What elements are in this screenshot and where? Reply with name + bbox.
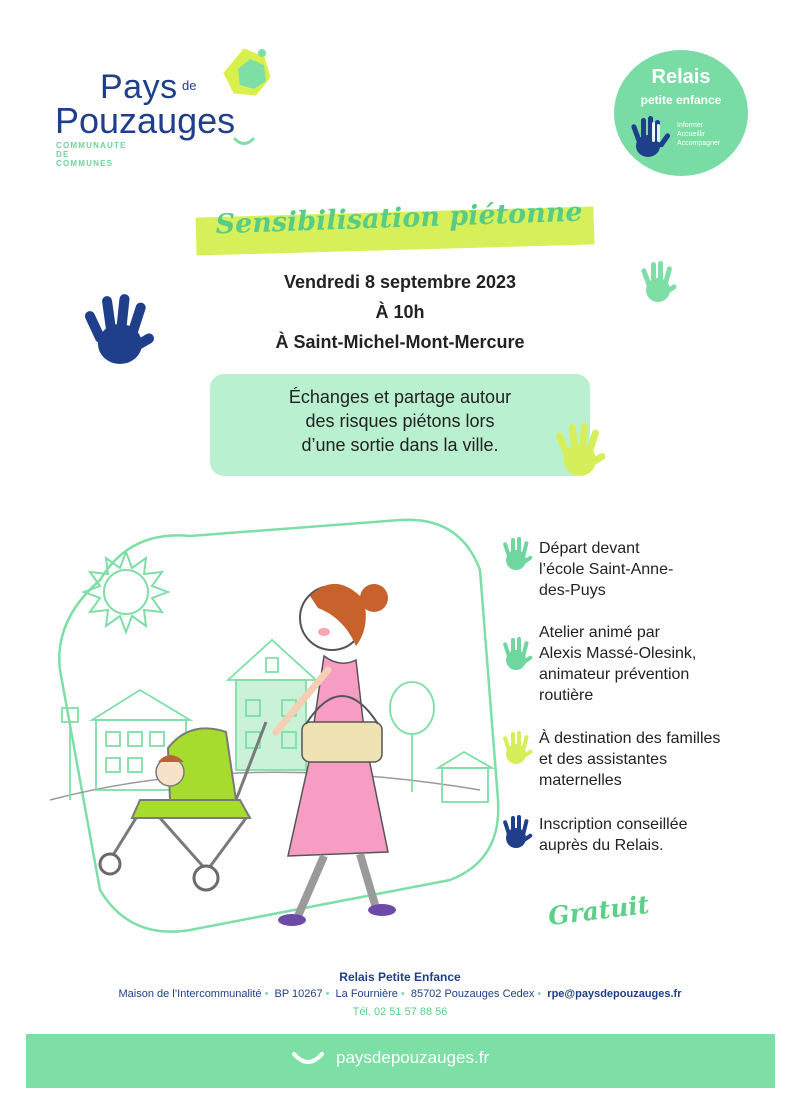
footer-title: Relais Petite Enfance bbox=[339, 970, 461, 984]
detail-2-line-2: Alexis Massé-Olesink, bbox=[539, 645, 697, 662]
logo-subtitle: COMMUNAUTE DE COMMUNES bbox=[56, 141, 127, 168]
event-title: Sensibilisation piétonne bbox=[215, 196, 583, 241]
footer-address-1: Maison de l’Intercommunalité bbox=[118, 988, 262, 1000]
logo-pouzauges-text: Pouzauges bbox=[55, 100, 236, 141]
detail-3-line-1: À destination des familles bbox=[539, 730, 721, 747]
green-hand-icon bbox=[636, 260, 682, 306]
detail-2-hand-icon bbox=[500, 636, 534, 672]
badge-tagline bbox=[677, 121, 720, 148]
logo-hexagon-icon bbox=[214, 45, 276, 105]
logo-smile-icon bbox=[232, 136, 256, 148]
badge-tagline-3: Accompagner bbox=[677, 140, 721, 147]
footer-address-4: 85702 Pouzauges Cedex bbox=[410, 988, 535, 1000]
detail-2-line-4: routière bbox=[539, 687, 594, 704]
detail-3-text bbox=[539, 728, 779, 791]
badge-hands-icon bbox=[624, 108, 676, 162]
detail-2-text bbox=[539, 622, 779, 706]
detail-1-line-2: l’école Saint-Anne- bbox=[539, 561, 674, 578]
website-link[interactable]: paysdepouzauges.fr bbox=[336, 1048, 490, 1067]
badge-tagline-1: Informer bbox=[677, 122, 704, 129]
footer-address-2: BP 10267 bbox=[274, 988, 323, 1000]
event-date: Vendredi 8 septembre 2023 bbox=[283, 272, 517, 292]
detail-2-line-1: Atelier animé par bbox=[539, 624, 660, 641]
footer-phone: Tél. 02 51 57 88 56 bbox=[352, 1006, 448, 1018]
mother-stroller-illustration bbox=[40, 500, 500, 940]
navy-hand-icon bbox=[76, 292, 158, 370]
badge-subtitle: petite enfance bbox=[640, 93, 722, 107]
footer-address-3: La Fournière bbox=[335, 988, 398, 1000]
price-label: Gratuit bbox=[546, 889, 651, 932]
logo-de-text: de bbox=[182, 78, 197, 93]
footer-email-link[interactable]: rpe@paysdepouzauges.fr bbox=[547, 988, 682, 1000]
logo-pays-text: Pays bbox=[100, 68, 178, 106]
detail-3-line-3: maternelles bbox=[539, 772, 622, 789]
detail-4-line-2: auprès du Relais. bbox=[539, 837, 664, 854]
description-line-2: des risques piétons lors bbox=[305, 411, 495, 431]
badge-title: Relais bbox=[651, 66, 711, 88]
event-place: À Saint-Michel-Mont-Mercure bbox=[275, 332, 525, 352]
detail-1-text bbox=[539, 538, 779, 601]
description-line-3: d’une sortie dans la ville. bbox=[301, 435, 499, 455]
badge-tagline-2: Accueillir bbox=[677, 131, 706, 138]
footer-address: Maison de l’Intercommunalité • BP 10267 • La Fournière • 85702 Pouzauges Cedex • rpe@paysdepouzauges.fr bbox=[118, 988, 682, 1000]
description-line-1: Échanges et partage autour bbox=[288, 387, 512, 407]
event-time: À 10h bbox=[375, 302, 425, 322]
detail-4-hand-icon bbox=[500, 814, 534, 850]
detail-2-line-3: animateur prévention bbox=[539, 666, 690, 683]
description-text bbox=[215, 385, 585, 457]
lime-hand-icon bbox=[550, 420, 612, 482]
detail-1-line-3: des-Puys bbox=[539, 582, 606, 599]
smile-icon bbox=[290, 1050, 326, 1068]
detail-1-line-1: Départ devant bbox=[539, 540, 640, 557]
detail-4-line-1: Inscription conseillée bbox=[539, 816, 688, 833]
detail-1-hand-icon bbox=[500, 536, 534, 572]
detail-3-hand-icon bbox=[500, 730, 534, 766]
detail-3-line-2: et des assistantes bbox=[539, 751, 668, 768]
detail-4-text bbox=[539, 814, 779, 856]
sun-icon bbox=[84, 552, 168, 632]
